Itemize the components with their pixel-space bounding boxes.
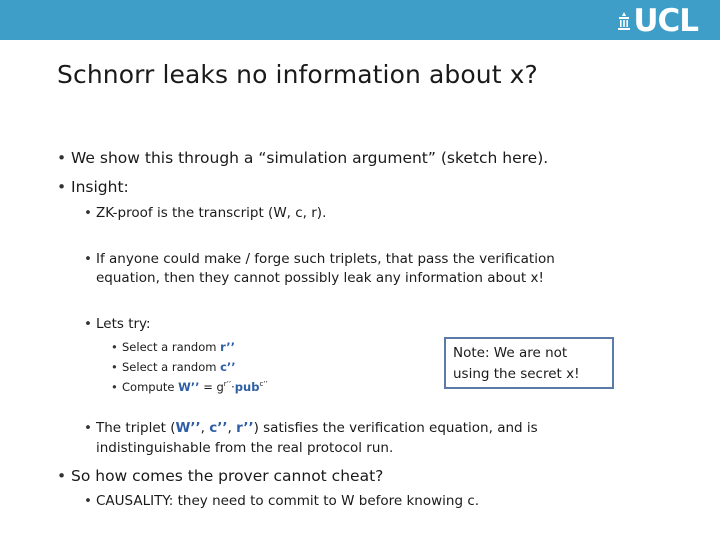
bullet-dot: • — [84, 251, 92, 267]
step-compute-w — [111, 380, 268, 394]
ucl-portico-icon — [617, 11, 631, 31]
sub-bullet-forge-cont: equation, then they cannot possibly leak any information about x! — [96, 270, 544, 286]
bullet-simulation — [57, 149, 548, 167]
ucl-logo — [617, 3, 698, 39]
sub-bullet-triplet — [84, 420, 538, 436]
bullet-text: The triplet ( — [96, 420, 176, 436]
bullet-dot: • — [84, 420, 92, 436]
bullet-text: ZK-proof is the transcript (W, c, r). — [96, 205, 327, 221]
bullet-dot: • — [111, 380, 118, 394]
bullet-dot: • — [57, 467, 67, 485]
sub-bullet-lets-try — [84, 316, 151, 332]
var-r: r’’ — [220, 340, 235, 354]
bullet-dot: • — [84, 493, 92, 509]
bullet-text: CAUSALITY: they need to commit to W before knowing c. — [96, 493, 480, 509]
dot-operator: · — [231, 380, 235, 394]
slide-title: Schnorr leaks no information about x? — [57, 60, 538, 89]
note-line-2: using the secret x! — [453, 366, 580, 382]
sub-bullet-causality — [84, 493, 479, 509]
var-c: c’’ — [220, 360, 236, 374]
note-box — [444, 337, 614, 389]
bullet-dot: • — [84, 316, 92, 332]
bullet-dot: • — [111, 360, 118, 374]
triplet-w: W’’ — [175, 420, 201, 436]
bullet-text: Lets try: — [96, 316, 151, 332]
header-bar — [0, 0, 720, 40]
sub-bullet-zk-proof — [84, 205, 326, 221]
note-line-1: Note: We are not — [453, 345, 568, 361]
step-text: Select a random — [122, 340, 221, 354]
exponent-c: c’’ — [259, 380, 268, 389]
triplet-sep: , — [200, 420, 210, 436]
sub-bullet-forge — [84, 251, 555, 267]
var-w: W’’ — [178, 380, 200, 394]
bullet-text: We show this through a “simulation argument” (sketch here). — [71, 149, 549, 167]
exponent-r: r’’ — [223, 380, 232, 389]
bullet-prover-cheat — [57, 467, 383, 485]
pub-key: pub — [234, 380, 260, 394]
bullet-dot: • — [111, 340, 118, 354]
bullet-text: Insight: — [71, 178, 129, 196]
equals-g: = g — [199, 380, 224, 394]
bullet-text: So how comes the prover cannot cheat? — [71, 467, 384, 485]
step-select-c — [111, 360, 236, 374]
bullet-insight — [57, 178, 129, 196]
triplet-c: c’’ — [209, 420, 228, 436]
logo-text: UCL — [633, 3, 698, 39]
triplet-r: r’’ — [236, 420, 254, 436]
sub-bullet-triplet-cont: indistinguishable from the real protocol run. — [96, 440, 394, 456]
step-select-r — [111, 340, 235, 354]
bullet-text-suffix: ) satisfies the verification equation, and is — [253, 420, 538, 436]
bullet-dot: • — [57, 149, 67, 167]
bullet-dot: • — [57, 178, 67, 196]
step-text: Select a random — [122, 360, 221, 374]
bullet-text: If anyone could make / forge such triplets, that pass the verification — [96, 251, 555, 267]
step-text: Compute — [122, 380, 179, 394]
triplet-sep: , — [227, 420, 237, 436]
bullet-dot: • — [84, 205, 92, 221]
